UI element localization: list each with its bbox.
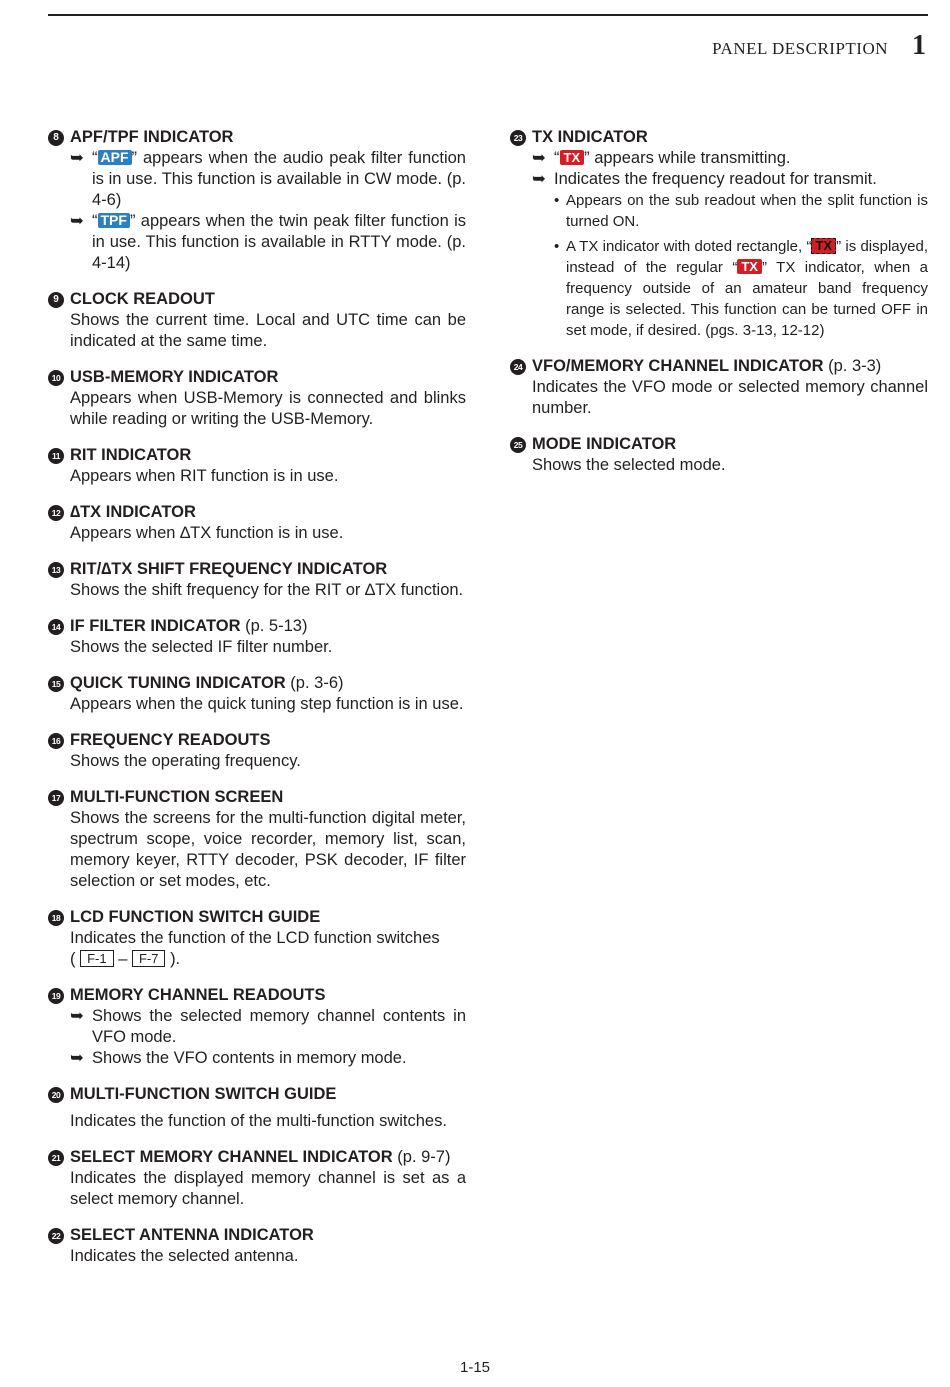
section-mode-indicator	[510, 434, 928, 476]
page-reference: (p. 3-6)	[285, 674, 344, 692]
tx-badge: TX	[560, 150, 585, 165]
item-number-16: 16	[48, 733, 64, 749]
section-body: Appears when the quick tuning step function is in use.	[70, 695, 464, 713]
section-if-filter	[48, 616, 466, 658]
sub-list-item	[554, 236, 928, 341]
section-body: Appears when USB-Memory is connected and blinks while reading or writing the USB-Memory.	[70, 389, 466, 428]
page-number: 1-15	[459, 1359, 491, 1376]
section-frequency-readouts	[48, 730, 466, 772]
list-item-text: ” appears while transmitting.	[584, 149, 791, 167]
item-number-9: 9	[48, 292, 64, 308]
tx-badge: TX	[737, 259, 762, 274]
section-body: Shows the selected IF filter number.	[70, 638, 333, 656]
item-number-23: 23	[510, 130, 526, 146]
arrow-icon: ➥	[532, 149, 546, 167]
section-body: Shows the operating frequency.	[70, 752, 301, 770]
section-title-tx: TX INDICATOR	[532, 128, 648, 146]
section-title-memory-readouts: MEMORY CHANNEL READOUTS	[70, 986, 326, 1004]
section-title-delta-tx: ∆TX INDICATOR	[70, 503, 196, 521]
item-number-14: 14	[48, 619, 64, 635]
list-item	[70, 1048, 466, 1069]
section-clock-readout	[48, 289, 466, 352]
list-item-text: Shows the selected memory channel contents in VFO mode.	[92, 1007, 466, 1046]
section-select-memory-channel	[48, 1147, 466, 1210]
apf-badge: APF	[98, 150, 132, 165]
item-number-22: 22	[48, 1228, 64, 1244]
tx-dotted-badge: TX	[811, 238, 836, 254]
item-number-18: 18	[48, 910, 64, 926]
item-number-10: 10	[48, 370, 64, 386]
arrow-icon: ➥	[70, 1049, 84, 1067]
section-title-mf-screen: MULTI-FUNCTION SCREEN	[70, 788, 284, 806]
section-title-mf-guide: MULTI-FUNCTION SWITCH GUIDE	[70, 1085, 337, 1103]
section-quick-tuning	[48, 673, 466, 715]
section-title-clock: CLOCK READOUT	[70, 290, 215, 308]
left-column	[48, 127, 466, 1267]
section-body: Shows the screens for the multi-function digital meter, spectrum scope, voice recorder, memory list, scan, memory keyer, RTTY decoder, PSK decoder, IF filter selection or set modes, etc.	[70, 809, 466, 890]
page-reference: (p. 5-13)	[240, 617, 308, 635]
section-vfo-memory-indicator	[510, 356, 928, 419]
item-number-25: 25	[510, 437, 526, 453]
section-delta-tx	[48, 502, 466, 544]
item-number-17: 17	[48, 790, 64, 806]
f7-key-label: F-7	[132, 950, 166, 967]
list-item	[70, 211, 466, 274]
f1-key-label: F-1	[80, 950, 114, 967]
section-body: Appears when ∆TX function is in use.	[70, 524, 344, 542]
section-title-mode: MODE INDICATOR	[532, 435, 677, 453]
quote-mark: “	[92, 149, 98, 167]
item-number-12: 12	[48, 505, 64, 521]
item-number-24: 24	[510, 359, 526, 375]
section-rit	[48, 445, 466, 487]
section-title-shift: RIT/∆TX SHIFT FREQUENCY INDICATOR	[70, 560, 388, 578]
section-body: Indicates the displayed memory channel is set as a select memory channel.	[70, 1169, 466, 1208]
close-paren: ).	[170, 950, 181, 968]
bullet-icon: •	[554, 238, 560, 255]
item-number-8: 8	[48, 130, 64, 146]
section-multi-function-switch-guide	[48, 1084, 466, 1132]
section-title-usb: USB-MEMORY INDICATOR	[70, 368, 279, 386]
list-item	[532, 148, 928, 169]
section-title-frequency: FREQUENCY READOUTS	[70, 731, 271, 749]
list-item-text: ” appears when the twin peak filter function is in use. This function is available in RTTY mode. (p. 4-14)	[92, 212, 466, 272]
section-title-if-filter: IF FILTER INDICATOR	[70, 617, 241, 635]
sub-list-item-text: A TX indicator with doted rectangle, “	[566, 238, 812, 255]
section-title-lcd-guide: LCD FUNCTION SWITCH GUIDE	[70, 908, 321, 926]
arrow-icon: ➥	[70, 149, 84, 167]
section-apf-tpf	[48, 127, 466, 274]
list-item	[532, 169, 928, 190]
page-header	[712, 30, 926, 62]
section-body: Indicates the function of the multi-function switches.	[70, 1112, 447, 1130]
item-number-11: 11	[48, 448, 64, 464]
arrow-icon: ➥	[70, 1007, 84, 1025]
item-number-19: 19	[48, 988, 64, 1004]
item-number-13: 13	[48, 562, 64, 578]
list-item-text: Indicates the frequency readout for transmit.	[554, 170, 877, 188]
section-title: PANEL DESCRIPTION	[712, 39, 888, 58]
sub-list-item	[554, 190, 928, 232]
section-body: Appears when RIT function is in use.	[70, 467, 339, 485]
tpf-badge: TPF	[98, 213, 130, 228]
list-item-text: ” appears when the audio peak filter function is in use. This function is available in CW mode. (p. 4-6)	[92, 149, 466, 209]
section-title-vfo-memory: VFO/MEMORY CHANNEL INDICATOR	[532, 357, 824, 375]
item-number-15: 15	[48, 676, 64, 692]
section-body: Indicates the function of the LCD function switches	[70, 929, 440, 947]
section-body: Indicates the VFO mode or selected memory channel number.	[532, 378, 928, 417]
sub-list-item-text: Appears on the sub readout when the split function is turned ON.	[566, 192, 928, 230]
sub-list-item-text: ” TX indicator, when a frequency outside of an amateur band frequency range is selected. This function can be turned OFF in set mode, if desired. (pgs. 3-13, 12-12)	[566, 259, 928, 339]
item-number-20: 20	[48, 1087, 64, 1103]
arrow-icon: ➥	[532, 170, 546, 188]
page-reference: (p. 9-7)	[392, 1148, 451, 1166]
section-title-quick-tuning: QUICK TUNING INDICATOR	[70, 674, 286, 692]
section-tx-indicator	[510, 127, 928, 341]
section-title-apf-tpf: APF/TPF INDICATOR	[70, 128, 234, 146]
page-reference: (p. 3-3)	[823, 357, 882, 375]
section-usb-memory	[48, 367, 466, 430]
section-shift-frequency	[48, 559, 466, 601]
bullet-icon: •	[554, 192, 560, 209]
section-body: Shows the selected mode.	[532, 456, 726, 474]
quote-mark: “	[92, 212, 98, 230]
right-column	[510, 127, 928, 476]
item-number-21: 21	[48, 1150, 64, 1166]
chapter-number: 1	[912, 30, 926, 61]
section-lcd-switch-guide	[48, 907, 466, 970]
list-item	[70, 1006, 466, 1048]
quote-mark: “	[554, 149, 560, 167]
dash: –	[118, 950, 128, 968]
section-title-rit: RIT INDICATOR	[70, 446, 192, 464]
section-title-select-antenna: SELECT ANTENNA INDICATOR	[70, 1226, 314, 1244]
section-body: Shows the shift frequency for the RIT or ∆TX function.	[70, 581, 464, 599]
list-item	[70, 148, 466, 211]
arrow-icon: ➥	[70, 212, 84, 230]
open-paren: (	[70, 950, 76, 968]
key-range	[70, 949, 466, 970]
section-multi-function-screen	[48, 787, 466, 892]
section-body: Indicates the selected antenna.	[70, 1247, 299, 1265]
sub-list-item-text: ” is displayed, instead of the regular “	[566, 238, 928, 276]
list-item-text: Shows the VFO contents in memory mode.	[92, 1049, 407, 1067]
header-rule	[48, 14, 928, 16]
section-memory-channel-readouts	[48, 985, 466, 1069]
section-title-select-memory: SELECT MEMORY CHANNEL INDICATOR	[70, 1148, 393, 1166]
section-body: Shows the current time. Local and UTC time can be indicated at the same time.	[70, 311, 466, 350]
section-select-antenna	[48, 1225, 466, 1267]
